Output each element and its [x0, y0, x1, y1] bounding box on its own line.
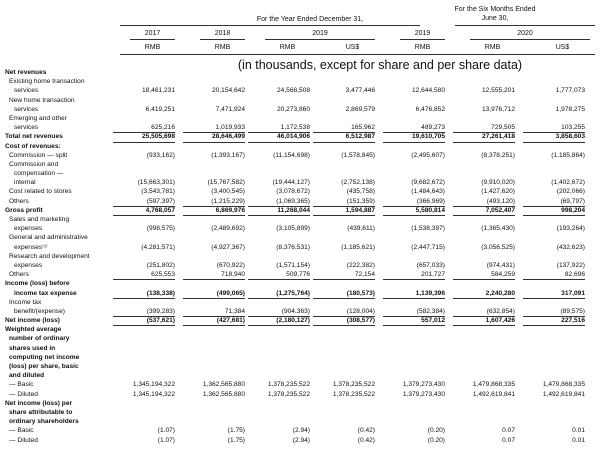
currency-col-6: RMB	[484, 44, 501, 51]
currency-col-7: US$	[555, 44, 570, 51]
row-value: 1,362,565,880	[202, 381, 245, 389]
row-value: (69,797)	[523, 197, 585, 207]
row-value: 1,607,426	[453, 316, 515, 326]
row-value: 2,869,579	[345, 105, 375, 113]
row-label: — Diluted	[9, 390, 38, 398]
statement-row	[0, 426, 600, 435]
row-value: (1,571,154)	[276, 261, 310, 269]
row-value: (1.75)	[227, 436, 245, 444]
statement-row	[0, 436, 600, 445]
row-value: 1,345,194,322	[132, 390, 175, 398]
row-value: (3,105,899)	[276, 225, 310, 233]
period-header-six-months-date: June 30,	[481, 15, 509, 22]
row-value: (15,767,582)	[207, 179, 245, 187]
row-value: 12,555,201	[481, 87, 515, 95]
row-value: (4,927,367)	[211, 243, 245, 251]
row-value: (904,363)	[248, 307, 310, 317]
row-label: shares used in	[9, 344, 56, 352]
currency-col-5: RMB	[414, 44, 431, 51]
row-value: 24,568,508	[276, 87, 310, 95]
row-label: Cost related to stores	[9, 188, 72, 196]
statement-row	[0, 316, 600, 325]
row-value: (0.42)	[357, 427, 375, 435]
statement-row	[0, 233, 600, 242]
row-value: 509,776	[248, 270, 310, 280]
row-value: 1,594,887	[313, 206, 375, 216]
row-label: ordinary shareholders	[9, 418, 79, 426]
year-2017: 2017	[144, 30, 161, 37]
row-label: Commission — split	[9, 151, 68, 159]
row-value: (1,185,864)	[551, 151, 585, 159]
row-value: 18,461,231	[141, 87, 175, 95]
row-label: (loss) per share, basic	[9, 363, 79, 370]
row-value: (1,069,365)	[248, 197, 310, 207]
row-value: 557,012	[383, 316, 445, 326]
row-label: — Basic	[9, 427, 34, 435]
statement-row	[0, 243, 600, 252]
row-value: 12,644,580	[411, 87, 445, 95]
statement-row	[0, 160, 600, 169]
statement-row	[0, 206, 600, 215]
row-value: (366,969)	[383, 197, 445, 207]
row-value: (427,681)	[183, 316, 245, 326]
row-value: 0.07	[502, 436, 515, 444]
row-label: Income (loss) before	[5, 280, 70, 288]
row-label: Existing home transaction	[9, 78, 85, 86]
row-value: (8,376,531)	[276, 243, 310, 251]
row-value: (1,365,430)	[481, 225, 515, 233]
row-label: Cost of revenues:	[5, 142, 61, 150]
row-value: (2.94)	[292, 427, 310, 435]
row-value: 625,216	[113, 123, 175, 133]
row-label: share attributable to	[9, 408, 73, 416]
row-value: 11,268,044	[248, 206, 310, 216]
row-value: 998,204	[523, 206, 585, 216]
row-value: 1,379,273,430	[402, 381, 445, 389]
row-value: 1,378,235,522	[267, 381, 310, 389]
row-value: 19,610,705	[383, 132, 445, 142]
statement-row	[0, 325, 600, 334]
statement-row	[0, 77, 600, 86]
row-label: General and administrative	[9, 234, 88, 242]
row-label: Others	[9, 197, 29, 205]
row-label: expenses	[14, 225, 43, 233]
row-value: (3,400,545)	[211, 188, 245, 196]
row-value: (1,427,620)	[481, 188, 515, 196]
statement-row	[0, 261, 600, 270]
units-subtitle: (in thousands, except for share and per share data)	[237, 58, 523, 72]
row-value: (998,575)	[146, 225, 175, 233]
row-value: (2,180,127)	[248, 316, 310, 326]
statement-row	[0, 417, 600, 426]
row-value: (180,573)	[313, 289, 375, 299]
row-value: 5,580,814	[383, 206, 445, 216]
row-value: 1,362,565,880	[202, 390, 245, 398]
row-value: 25,505,698	[113, 132, 175, 142]
row-value: 6,869,976	[183, 206, 245, 216]
statement-row	[0, 224, 600, 233]
row-value: 82,696	[523, 270, 585, 280]
row-value: 1,777,073	[555, 87, 585, 95]
row-value: 1,378,235,522	[267, 390, 310, 398]
row-value: (1.75)	[227, 427, 245, 435]
row-label: computing net income	[9, 353, 80, 361]
row-label: Net income (loss)	[5, 317, 60, 325]
row-value: (1.07)	[157, 427, 175, 435]
statement-row	[0, 408, 600, 417]
currency-col-4: US$	[345, 44, 360, 51]
statement-row	[0, 307, 600, 316]
row-value: (2,447,715)	[411, 243, 445, 251]
row-value: (493,120)	[453, 197, 515, 207]
row-value: (499,065)	[183, 289, 245, 299]
row-value: (222,382)	[346, 261, 375, 269]
row-value: 1,978,275	[555, 105, 585, 113]
row-value: (251,802)	[146, 261, 175, 269]
row-value: (0.42)	[357, 436, 375, 444]
row-value: 0.07	[502, 427, 515, 435]
row-label: Sales and marketing	[9, 216, 70, 223]
row-value: (193,264)	[556, 225, 585, 233]
row-value: (439,611)	[347, 225, 375, 233]
row-value: (1,484,643)	[411, 188, 445, 196]
row-value: (89,575)	[523, 307, 585, 317]
row-label: Research and development	[9, 252, 90, 260]
statement-rows	[0, 68, 600, 445]
row-value: (974,431)	[486, 261, 515, 269]
row-value: 201,727	[383, 270, 445, 280]
row-value: 46,014,906	[248, 132, 310, 142]
row-value: (435,758)	[346, 188, 375, 196]
row-value: (399,283)	[113, 307, 175, 317]
row-value: (597,397)	[113, 197, 175, 207]
statement-row	[0, 270, 600, 279]
row-value: 1,378,235,522	[332, 390, 375, 398]
statement-row	[0, 169, 600, 178]
statement-row	[0, 96, 600, 105]
row-value: 1,345,194,322	[132, 381, 175, 389]
row-value: (3,056,525)	[481, 243, 515, 251]
row-value: 227,516	[523, 316, 585, 326]
statement-row	[0, 353, 600, 362]
statement-row	[0, 142, 600, 151]
row-value: 317,091	[523, 289, 585, 299]
row-label: services	[14, 124, 39, 132]
row-value: 7,471,924	[215, 105, 245, 113]
statement-row	[0, 178, 600, 187]
statement-row	[0, 114, 600, 123]
row-value: (2,752,138)	[341, 179, 375, 187]
row-value: 6,512,987	[313, 132, 375, 142]
row-value: 0.01	[572, 436, 585, 444]
row-value: (4,281,571)	[141, 243, 175, 251]
statement-row	[0, 132, 600, 141]
row-value: (1.07)	[157, 436, 175, 444]
row-value: 3,477,446	[345, 87, 375, 95]
row-label: Gross profit	[5, 206, 43, 214]
row-label: and diluted	[9, 372, 45, 380]
currency-col-1: RMB	[144, 44, 161, 51]
row-value: 1,378,235,522	[332, 381, 375, 389]
row-value: (1,275,764)	[248, 289, 310, 299]
statement-row	[0, 344, 600, 353]
row-label: New home transaction	[9, 96, 75, 104]
row-label: Net income (loss) per	[5, 399, 73, 407]
row-value: 1,379,273,430	[402, 390, 445, 398]
year-2019-six: 2019	[414, 30, 431, 37]
period-header-six-months: For the Six Months Ended	[454, 6, 536, 13]
row-value: (632,854)	[453, 307, 515, 317]
statement-row	[0, 334, 600, 343]
statement-row	[0, 298, 600, 307]
statement-row	[0, 362, 600, 371]
statement-row	[0, 371, 600, 380]
statement-row	[0, 380, 600, 389]
row-value: 20,154,642	[211, 87, 245, 95]
row-label: — Basic	[9, 381, 34, 389]
row-value: 103,255	[523, 123, 585, 133]
row-value: 718,940	[183, 270, 245, 280]
row-value: 28,646,499	[183, 132, 245, 142]
row-value: (0.20)	[427, 436, 445, 444]
row-label: Others	[9, 271, 29, 279]
row-value: (1,393,167)	[211, 151, 245, 159]
row-value: (308,577)	[313, 316, 375, 326]
row-value: 6,476,852	[415, 105, 445, 113]
row-value: 7,052,407	[453, 206, 515, 216]
row-label: services	[14, 105, 39, 113]
row-value: 6,419,251	[145, 105, 175, 113]
currency-col-3: RMB	[279, 44, 296, 51]
row-value: 20,273,860	[276, 105, 310, 113]
row-value: (1,402,672)	[551, 179, 585, 187]
row-value: (19,444,127)	[272, 179, 310, 187]
row-value: 13,976,712	[481, 105, 515, 113]
statement-row	[0, 86, 600, 95]
statement-row	[0, 68, 600, 77]
row-label: Commission and	[9, 160, 59, 168]
row-value: (1,185,621)	[341, 243, 375, 251]
row-value: (15,663,301)	[137, 179, 175, 187]
row-label: — Diluted	[9, 436, 38, 444]
row-value: 1,019,933	[183, 123, 245, 133]
row-value: 165,962	[313, 123, 375, 133]
row-value: (9,910,020)	[481, 179, 515, 187]
row-value: 1,479,868,335	[542, 381, 585, 389]
year-2020: 2020	[517, 30, 533, 37]
row-value: 489,273	[383, 123, 445, 133]
row-value: (1,538,397)	[411, 225, 445, 233]
row-value: (582,384)	[383, 307, 445, 317]
row-label: expenses⁽¹⁾	[14, 243, 48, 251]
row-value: (1,578,845)	[341, 151, 375, 159]
currency-col-2: RMB	[214, 44, 231, 51]
row-value: 2,240,280	[453, 289, 515, 299]
row-value: (11,154,698)	[273, 151, 310, 159]
row-label: internal	[14, 179, 36, 187]
period-header-annual: For the Year Ended December 31,	[256, 16, 364, 23]
row-value: 584,259	[453, 270, 515, 280]
row-value: (657,033)	[416, 261, 445, 269]
row-label: Emerging and other	[9, 114, 67, 122]
row-value: 1,479,868,335	[472, 381, 515, 389]
row-label: compensation —	[14, 170, 64, 178]
row-value: (432,623)	[556, 243, 585, 251]
year-2019: 2019	[312, 30, 328, 37]
row-label: expenses	[14, 261, 43, 269]
row-value: (1,215,229)	[183, 197, 245, 207]
statement-row	[0, 252, 600, 261]
row-value: 3,858,603	[523, 132, 585, 142]
row-value: 27,261,418	[453, 132, 515, 142]
statement-row	[0, 399, 600, 408]
row-value: 1,172,538	[248, 123, 310, 133]
row-value: 1,492,619,841	[542, 390, 585, 398]
row-value: (151,359)	[313, 197, 375, 207]
row-value: 1,492,619,841	[472, 390, 515, 398]
statement-row	[0, 105, 600, 114]
row-label: Net revenues	[5, 69, 47, 76]
row-value: 72,154	[313, 270, 375, 280]
row-value: (3,543,781)	[141, 188, 175, 196]
row-value: (670,922)	[216, 261, 245, 269]
row-label: Total net revenues	[5, 133, 63, 141]
row-value: (128,004)	[313, 307, 375, 317]
row-value: (933,162)	[146, 151, 175, 159]
row-value: 0.01	[572, 427, 585, 435]
statement-row	[0, 390, 600, 399]
row-value: (3,078,672)	[276, 188, 310, 196]
row-value: (138,338)	[113, 289, 175, 299]
row-value: (537,621)	[113, 316, 175, 326]
year-2018: 2018	[214, 30, 231, 37]
row-value: (0.20)	[427, 427, 445, 435]
row-label: number of ordinary	[9, 335, 70, 343]
row-label: benefit/(expense)	[14, 307, 65, 315]
statement-row	[0, 215, 600, 224]
statement-row	[0, 123, 600, 132]
statement-row	[0, 197, 600, 206]
row-value: (2,495,607)	[411, 151, 445, 159]
row-value: 4,768,057	[113, 206, 175, 216]
row-label: services	[14, 87, 39, 95]
row-value: 71,384	[183, 307, 245, 317]
statement-row	[0, 187, 600, 196]
row-label: Income tax	[9, 298, 42, 306]
statement-row	[0, 279, 600, 288]
row-value: (137,922)	[556, 261, 585, 269]
row-value: 625,553	[113, 270, 175, 280]
row-value: (8,378,251)	[481, 151, 515, 159]
row-value: (2.94)	[292, 436, 310, 444]
statement-row	[0, 289, 600, 298]
row-label: income tax expense	[14, 289, 77, 297]
row-label: Weighted average	[5, 326, 62, 334]
row-value: 1,139,396	[383, 289, 445, 299]
statement-row	[0, 151, 600, 160]
row-value: 729,505	[453, 123, 515, 133]
row-value: (202,066)	[556, 188, 585, 196]
row-value: (9,682,672)	[411, 179, 445, 187]
row-value: (2,489,692)	[211, 225, 245, 233]
